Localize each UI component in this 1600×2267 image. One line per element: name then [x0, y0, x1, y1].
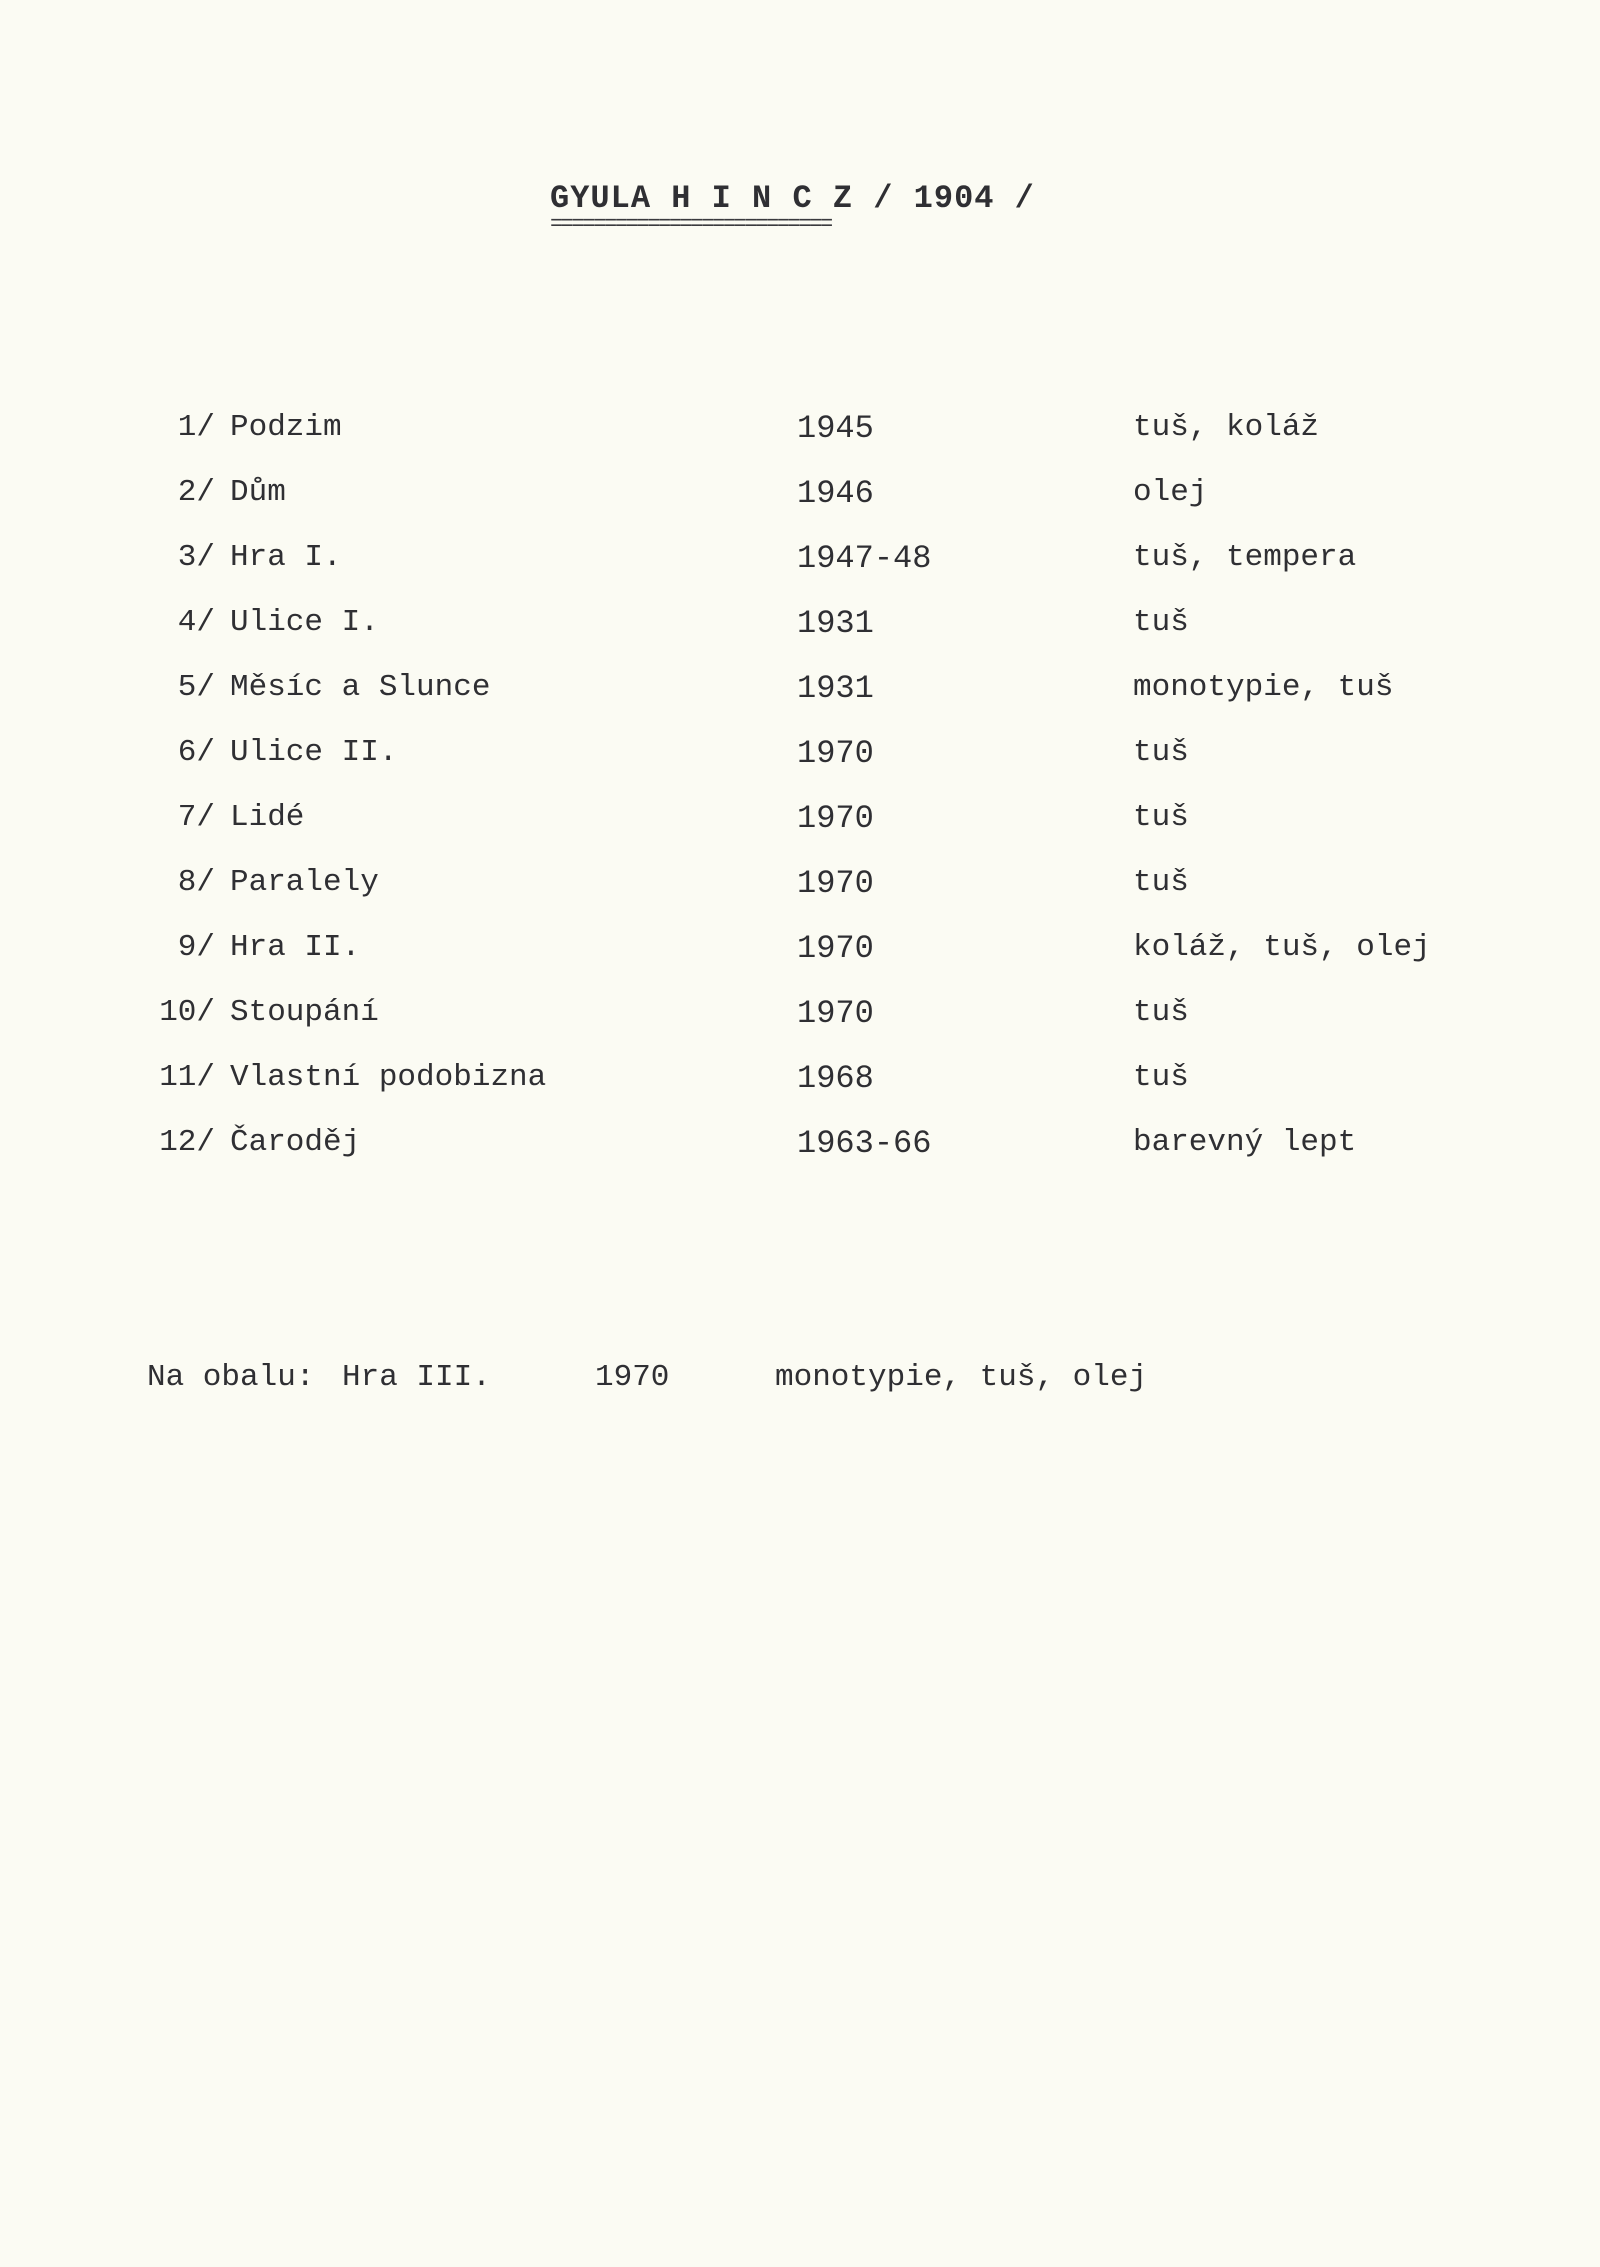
item-year: 1946	[797, 475, 874, 512]
item-title: Paralely	[230, 865, 379, 900]
item-technique: tuš, tempera	[1133, 540, 1357, 575]
item-technique: koláž, tuš, olej	[1133, 930, 1431, 965]
item-year: 1970	[797, 930, 874, 967]
item-title: Ulice II.	[230, 735, 398, 770]
item-title: Vlastní podobizna	[230, 1060, 547, 1095]
item-title: Čaroděj	[230, 1125, 361, 1160]
list-item	[0, 930, 1600, 978]
item-title: Podzim	[230, 410, 342, 445]
document-title: GYULA H I N C Z / 1904 /	[550, 180, 1035, 217]
item-year: 1947-48	[797, 540, 932, 577]
list-item	[0, 735, 1600, 783]
item-technique: olej	[1133, 475, 1208, 510]
list-item	[0, 475, 1600, 523]
cover-year: 1970	[595, 1360, 670, 1395]
item-number: 8/	[177, 865, 215, 900]
item-title: Ulice I.	[230, 605, 379, 640]
item-title: Stoupání	[230, 995, 379, 1030]
list-item	[0, 605, 1600, 653]
cover-technique: monotypie, tuš, olej	[775, 1360, 1148, 1395]
title-underline: ==========================	[550, 212, 831, 237]
list-item	[0, 800, 1600, 848]
item-number: 9/	[177, 930, 215, 965]
item-technique: tuš	[1133, 605, 1189, 640]
item-number: 6/	[177, 735, 215, 770]
item-number: 7/	[177, 800, 215, 835]
item-number: 3/	[177, 540, 215, 575]
item-year: 1931	[797, 670, 874, 707]
list-item	[0, 540, 1600, 588]
item-year: 1931	[797, 605, 874, 642]
item-year: 1963-66	[797, 1125, 932, 1162]
item-technique: barevný lept	[1133, 1125, 1357, 1160]
item-year: 1970	[797, 995, 874, 1032]
item-number: 2/	[177, 475, 215, 510]
item-technique: tuš	[1133, 1060, 1189, 1095]
item-title: Dům	[230, 475, 286, 510]
list-item	[0, 865, 1600, 913]
item-title: Měsíc a Slunce	[230, 670, 491, 705]
item-number: 11/	[159, 1060, 215, 1095]
item-year: 1945	[797, 410, 874, 447]
list-item	[0, 410, 1600, 458]
list-item	[0, 1060, 1600, 1108]
list-item	[0, 995, 1600, 1043]
item-title: Hra I.	[230, 540, 342, 575]
cover-title: Hra III.	[342, 1360, 491, 1395]
item-title: Lidé	[230, 800, 305, 835]
item-technique: tuš	[1133, 995, 1189, 1030]
item-technique: tuš	[1133, 865, 1189, 900]
item-year: 1970	[797, 800, 874, 837]
cover-label: Na obalu:	[147, 1360, 315, 1395]
list-item	[0, 670, 1600, 718]
item-number: 5/	[177, 670, 215, 705]
item-title: Hra II.	[230, 930, 361, 965]
item-number: 1/	[177, 410, 215, 445]
item-technique: tuš	[1133, 735, 1189, 770]
item-technique: tuš	[1133, 800, 1189, 835]
item-year: 1968	[797, 1060, 874, 1097]
item-number: 12/	[159, 1125, 215, 1160]
item-number: 10/	[159, 995, 215, 1030]
item-technique: tuš, koláž	[1133, 410, 1320, 445]
item-year: 1970	[797, 735, 874, 772]
list-item	[0, 1125, 1600, 1173]
item-year: 1970	[797, 865, 874, 902]
item-number: 4/	[177, 605, 215, 640]
item-technique: monotypie, tuš	[1133, 670, 1394, 705]
